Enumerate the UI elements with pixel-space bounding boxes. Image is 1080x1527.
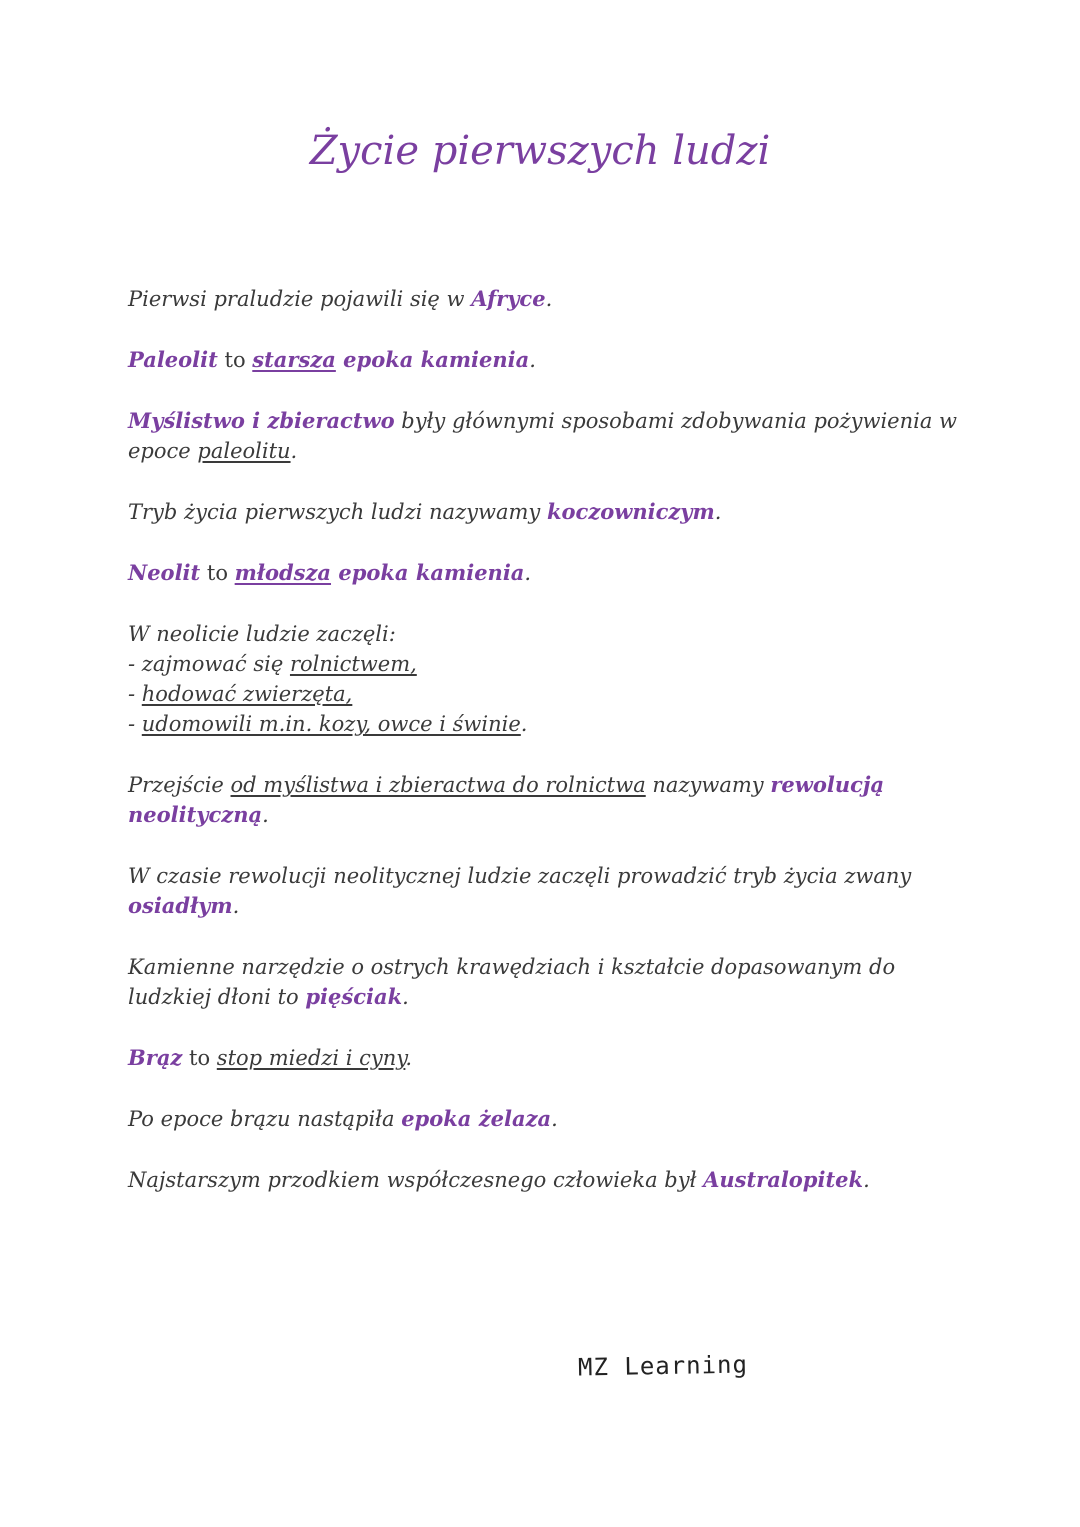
page-title: Życie pierwszych ludzi [309,128,771,174]
term-piesciak: pięściak [305,984,403,1009]
paragraph-braz: Brąz to stop miedzi i cyny. [128,1045,413,1070]
term-australopitek: Australopitek [703,1167,864,1192]
paragraph-tryb-zycia: Tryb życia pierwszych ludzi nazywamy koczowniczym. [128,499,722,524]
paragraph-osiadly: W czasie rewolucji neolitycznej ludzie zaczęli prowadzić tryb życia zwany osiadłym. [128,864,912,918]
term-paleolit: Paleolit [128,347,218,372]
paragraph-australopitek: Najstarszym przodkiem współczesnego człowieka był Australopitek. [128,1167,870,1192]
paragraph-piesciak: Kamienne narzędzie o ostrych krawędziach i kształcie dopasowanym do ludzkiej dłoni to pięściak. [128,955,896,1009]
term-koczowniczym: koczowniczym [546,499,715,524]
paragraph-neolit: Neolit to młodsza epoka kamienia. [128,560,532,585]
paragraph-mysliwstwo: Myślistwo i zbieractwo były głównymi sposobami zdobywania pożywienia w epoce paleolitu. [128,408,958,463]
term-osiadlym: osiadłym [128,893,233,918]
term-neolit: Neolit [128,560,201,585]
term-paleolitu: paleolitu [197,439,291,463]
paragraph-africa: Pierwsi praludzie pojawili się w Afryce. [128,286,553,311]
term-epoka-zelaza: epoka żelaza [401,1106,552,1131]
term-braz: Brąz [128,1045,183,1070]
paragraph-przejscie: Przejście od myślistwa i zbieractwa do rolnictwa nazywamy rewolucją neolityczną. [128,772,885,827]
list-item: - hodować zwierzęta, [128,682,353,706]
paragraph-zelazo: Po epoce brązu nastąpiła epoka żelaza. [128,1106,558,1131]
term-mysliwstwo: Myślistwo i zbieractwo [128,408,395,433]
notes-body [128,284,958,1226]
term-rewolucja: rewolucją neolityczną [128,772,885,827]
term-afryce: Afryce [471,286,546,311]
author-signature: MZ Learning [577,1350,749,1382]
term-mlodsza: młodsza [234,560,332,585]
paragraph-paleolit: Paleolit to starsza epoka kamienia. [128,347,536,372]
term-starsza: starsza [252,347,336,372]
list-item: - udomowili m.in. kozy, owce i świnie. [128,712,528,736]
list-intro: W neolicie ludzie zaczęli: [128,622,396,646]
list-item: - zajmować się rolnictwem, [128,652,417,676]
